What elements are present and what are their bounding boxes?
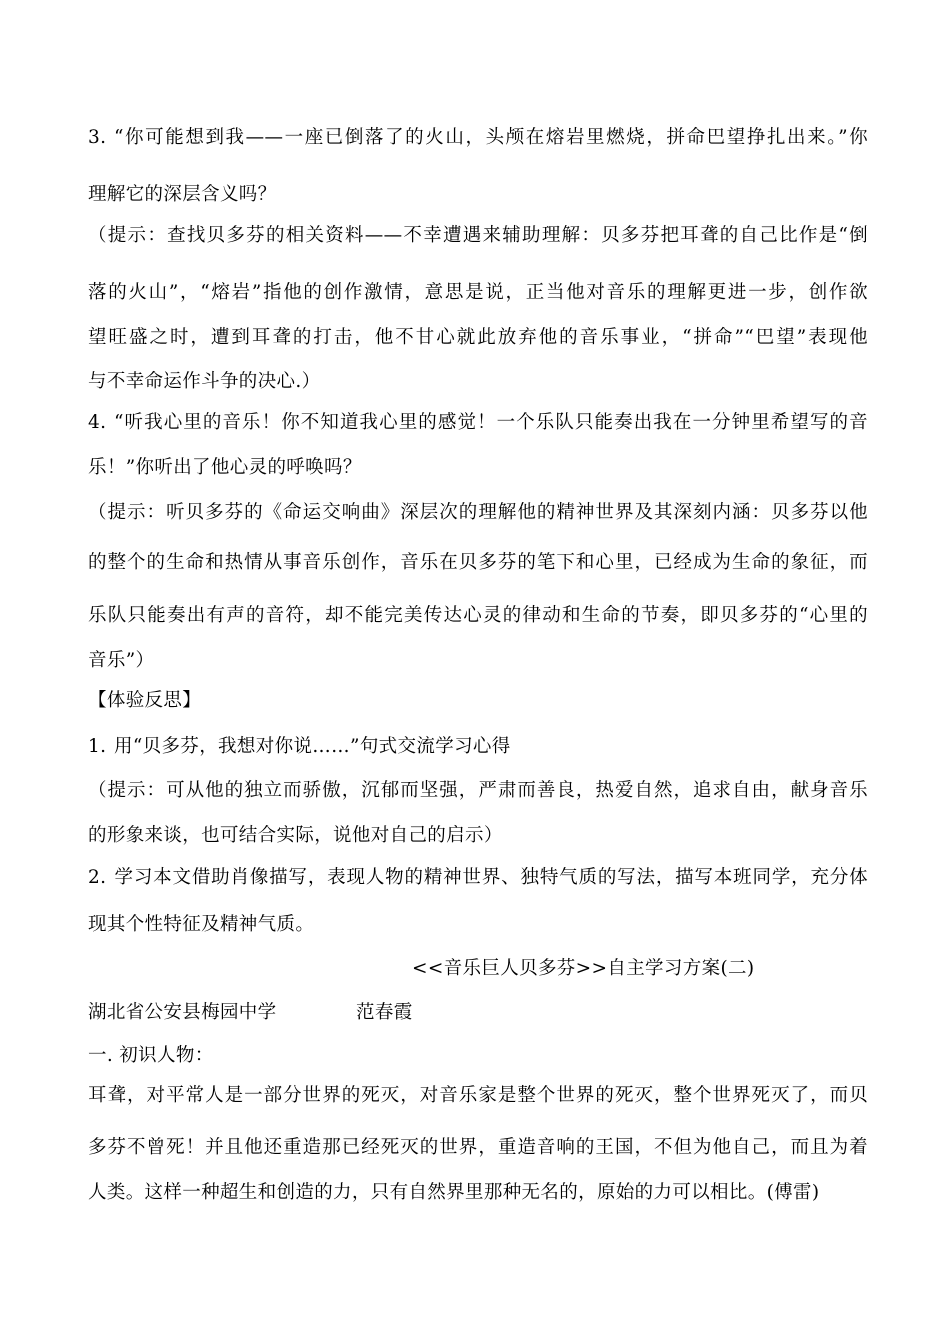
- quote-line-3: 人类。这样一种超生和创造的力，只有自然界里那种无名的，原始的力可以相比。(傅雷): [88, 1182, 820, 1203]
- q3-hint-line-3: 望旺盛之时，遭到耳聋的打击，他不甘心就此放弃他的音乐事业，“拼命”“巴望”表现他: [88, 327, 868, 348]
- q4-hint-line-2: 的整个的生命和热情从事音乐创作，音乐在贝多芬的笔下和心里，已经成为生命的象征，而: [88, 552, 868, 573]
- reflection-item-1-hint-line-1: （提示：可从他的独立而骄傲，沉郁而坚强，严肃而善良，热爱自然，追求自由，献身音乐: [88, 780, 868, 801]
- q4-number: 4.: [88, 412, 107, 433]
- reflection-item-2-line-2: 现其个性特征及精神气质。: [88, 914, 315, 935]
- reflection-item-2-text-1: 学习本文借助肖像描写，表现人物的精神世界、独特气质的写法，描写本班同学，充分体: [114, 867, 868, 888]
- q3-text-1: “你可能想到我——一座已倒落了的火山，头颅在熔岩里燃烧，拼命巴望挣扎出来。”你: [114, 127, 868, 148]
- q4-hint-line-4: 音乐”）: [88, 650, 155, 671]
- q3-line-1: [88, 125, 868, 151]
- q3-line-2: 理解它的深层含义吗？: [88, 184, 277, 205]
- author-name: 范春霞: [356, 1002, 413, 1023]
- q4-line-1: [88, 410, 868, 436]
- author-school: 湖北省公安县梅园中学: [88, 1002, 277, 1023]
- reflection-item-1-hint-line-2: 的形象来谈，也可结合实际，说他对自己的启示）: [88, 825, 503, 846]
- q4-hint-line-3: 乐队只能奏出有声的音符，却不能完美传达心灵的律动和生命的节奏，即贝多芬的“心里的: [88, 605, 868, 626]
- q3-hint-line-1: （提示：查找贝多芬的相关资料——不幸遭遇来辅助理解：贝多芬把耳聋的自己比作是“倒: [88, 225, 868, 246]
- q4-hint-line-1: （提示：听贝多芬的《命运交响曲》深层次的理解他的精神世界及其深刻内涵：贝多芬以他: [88, 502, 868, 523]
- quote-line-2: 多芬不曾死！并且他还重造那已经死灭的世界，重造音响的王国，不但为他自己，而且为着: [88, 1137, 868, 1158]
- reflection-item-2-number: 2.: [88, 867, 107, 888]
- q4-line-2: 乐！”你听出了他心灵的呼唤吗？: [88, 457, 362, 478]
- reflection-heading: 【体验反思】: [88, 690, 202, 711]
- q3-hint-line-2: 落的火山”，“熔岩”指他的创作激情，意思是说，正当他对音乐的理解更进一步，创作欲: [88, 282, 868, 303]
- part1-heading: 一. 初识人物：: [88, 1045, 214, 1066]
- q4-text-1: “听我心里的音乐！你不知道我心里的感觉！一个乐队只能奏出我在一分钟里希望写的音: [114, 412, 868, 433]
- reflection-item-1-text: 用“贝多芬，我想对你说……”句式交流学习心得: [114, 736, 511, 757]
- plan-title: <<音乐巨人贝多芬>>自主学习方案(二): [412, 958, 755, 979]
- reflection-item-1-number: 1.: [88, 736, 107, 757]
- reflection-item-1: [88, 734, 868, 760]
- q3-hint-line-4: 与不幸命运作斗争的决心.）: [88, 371, 321, 392]
- q3-number: 3.: [88, 127, 107, 148]
- reflection-item-2-line-1: [88, 865, 868, 891]
- quote-line-1: 耳聋，对平常人是一部分世界的死灭，对音乐家是整个世界的死灭，整个世界死灭了，而贝: [88, 1085, 868, 1106]
